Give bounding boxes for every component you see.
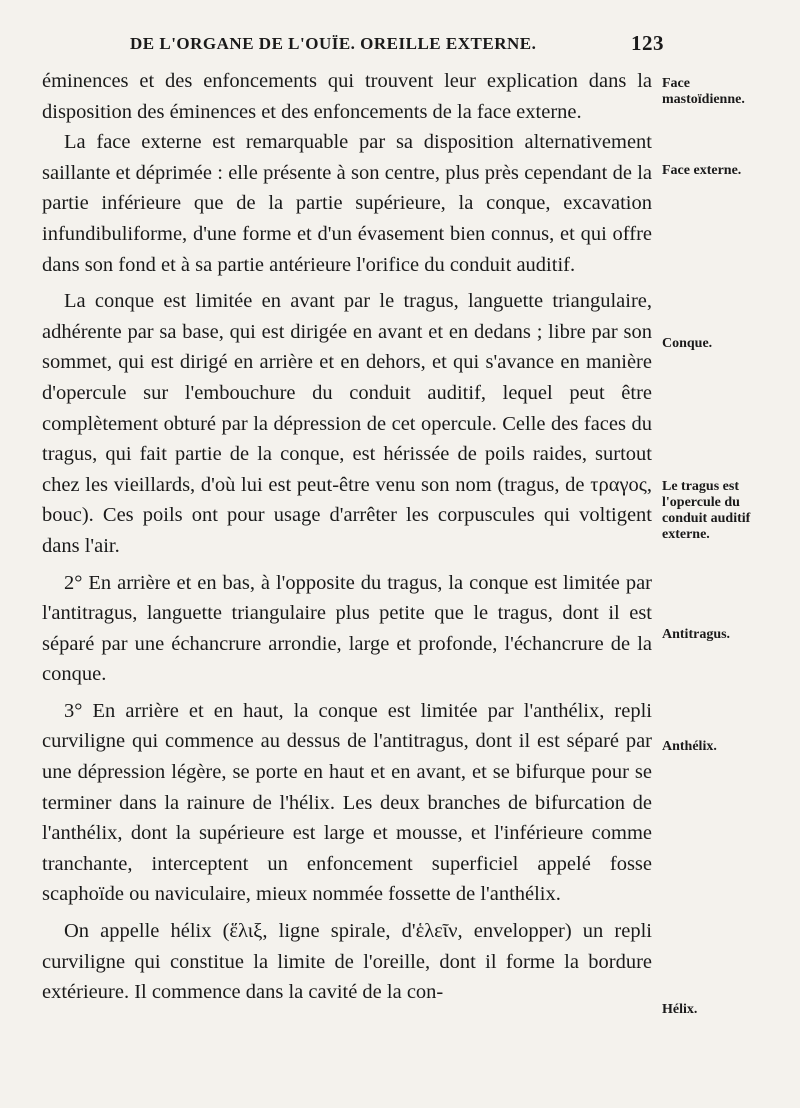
running-header <box>130 31 664 55</box>
paragraph-helix: On appelle hélix (ἕλιξ, ligne spirale, d'ἑλεῖν, envelopper) un repli curviligne qui constitue la limite de l'oreille, dont il forme la bordure extérieure. Il commence dans la cavité de la con- <box>42 920 652 1004</box>
paragraph-face-externe: La face externe est remarquable par sa disposition alternativement saillante et déprimée : elle présente à son centre, plus près cependant de la partie inférieure que de la partie supérieure, la conque, excavation infundibuliforme, d'une forme et d'un évasement bien connus, et qui offre dans son fond et à sa partie antérieure l'orifice du conduit auditif. <box>42 131 652 276</box>
running-title: DE L'ORGANE DE L'OUÏE. OREILLE EXTERNE. <box>130 34 537 53</box>
paragraph-continuation: éminences et des enfoncements qui trouvent leur explication dans la disposition des éminences et des enfoncements de la face externe. <box>42 70 652 123</box>
paragraph-antitragus: 2° En arrière et en bas, à l'opposite du tragus, la conque est limitée par l'antitragus, languette triangulaire plus petite que le tragus, dont il est séparé par une échancrure arrondie, large et profonde, l'échancrure de la conque. <box>42 571 652 686</box>
body-text <box>42 66 652 1008</box>
margin-note-helix: Hélix. <box>662 1002 698 1017</box>
margin-note-face-externe: Face externe. <box>662 163 742 178</box>
margin-note-conque: Conque. <box>662 336 713 351</box>
paragraph-anthelix: 3° En arrière et en haut, la conque est limitée par l'anthélix, repli curviligne qui commence au dessus de l'antitragus, dont il est séparé par une dépression légère, se porte en haut et en avant, et se bifurque pour se terminer dans la rainure de l'hélix. Les deux branches de bifurcation de l'anthélix, dont la supérieure est large et mousse, et l'inférieure comme tranchante, interceptent un enfoncement superficiel appelé fosse scaphoïde ou naviculaire, mieux nommée fossette de l'anthélix. <box>42 699 652 906</box>
margin-note-antitragus: Antitragus. <box>662 627 731 642</box>
margin-note-tragus: Le tragus est l'opercule du conduit auditif externe. <box>662 479 751 542</box>
margin-note-anthelix: Anthélix. <box>662 739 717 754</box>
margin-note-face-mastoidienne: Face mastoïdienne. <box>662 76 745 107</box>
page-number: 123 <box>631 31 664 55</box>
paragraph-conque: La conque est limitée en avant par le tragus, languette triangulaire, adhérente par sa base, qui est dirigée en avant et en dedans ; libre par son sommet, qui est dirigé en arrière et en dehors, et qui s'avance en manière d'opercule sur l'embouchure du conduit auditif, lequel peut être complètement obturé par la dépression de cet opercule. Celle des faces du tragus, qui fait partie de la conque, est hérissée de poils raides, surtout chez les vieillards, d'où lui est peut-être venu son nom (tragus, de τραγος, bouc). Ces poils ont pour usage d'arrêter les corpuscules qui voltigent dans l'air. <box>42 290 652 557</box>
